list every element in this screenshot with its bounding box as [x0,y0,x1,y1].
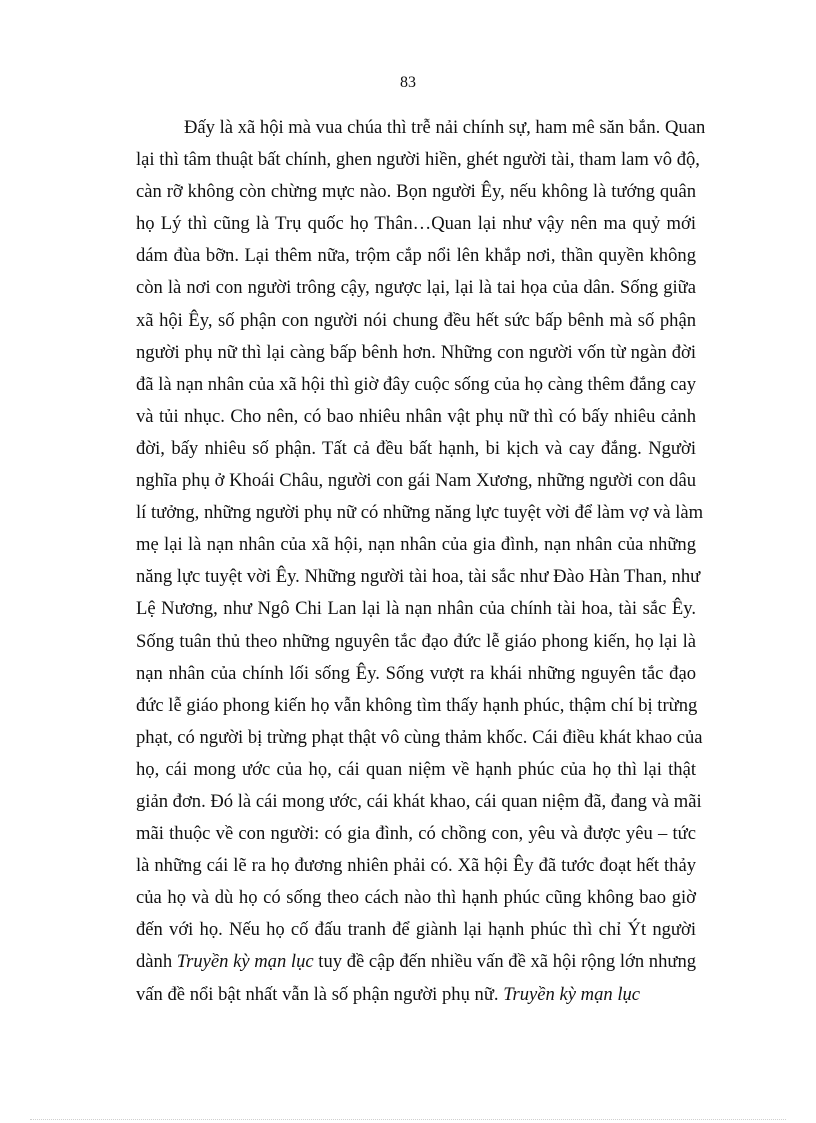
page-bottom-divider [30,1119,786,1120]
page-number: 83 [400,74,416,91]
text-line: đã là nạn nhân của xã hội thì giờ đây cuộc sống của họ càng thêm đắng cay [136,373,696,395]
book-title: Truyền kỳ mạn lục [176,951,314,973]
text-line: người phụ nữ thì lại càng bấp bênh hơn. Những con người vốn từ ngàn đời [136,341,696,363]
text-line: mãi thuộc về con người: có gia đình, có chồng con, yêu và được yêu – tức [136,823,696,845]
book-title: Truyền kỳ mạn lục [503,983,641,1005]
text-line: năng lực tuyệt vời Êy. Những người tài hoa, tài sắc như Đào Hàn Than, như [136,566,701,588]
text-line: phạt, có người bị trừng phạt thật vô cùng thảm khốc. Cái điều khát khao của [136,726,703,748]
text-line: lại thì tâm thuật bất chính, ghen người hiền, ghét người tài, tham lam vô độ, [136,149,700,171]
text-line: Lệ Nương, như Ngô Chi Lan lại là nạn nhân của chính tài hoa, tài sắc Êy. [136,598,696,620]
body-paragraph [136,112,706,1011]
text-line: lí tưởng, những người phụ nữ có những năng lực tuyệt vời để làm vợ và làm [136,502,704,524]
text-line: còn là nơi con người trông cậy, ngược lại, lại là tai họa của dân. Sống giữa [136,277,696,299]
text-line: Sống tuân thủ theo những nguyên tắc đạo đức lễ giáo phong kiến, họ lại là [136,630,696,652]
text-line: mẹ lại là nạn nhân của xã hội, nạn nhân của gia đình, nạn nhân của những [136,534,696,556]
text-line: nghĩa phụ ở Khoái Châu, người con gái Nam Xương, những người con dâu [136,470,696,492]
text-line: đến với họ. Nếu họ cố đấu tranh để giành lại hạnh phúc thì chỉ Ýt người [136,919,696,941]
text-line: càn rỡ không còn chừng mực nào. Bọn người Êy, nếu không là tướng quân [136,181,696,203]
text-line: là những cái lẽ ra họ đương nhiên phải có. Xã hội Êy đã tước đoạt hết thảy [136,855,696,877]
text-segment: dành [136,951,177,973]
text-line: và tủi nhục. Cho nên, có bao nhiêu nhân vật phụ nữ thì có bấy nhiêu cảnh [136,405,696,427]
text-line: đời, bấy nhiêu số phận. Tất cả đều bất hạnh, bi kịch và cay đắng. Người [136,437,696,459]
text-line: nạn nhân của chính lối sống Êy. Sống vượt ra khái những nguyên tắc đạo [136,662,696,684]
text-line: dám đùa bỡn. Lại thêm nữa, trộm cắp nổi lên khắp nơi, thần quyền không [136,245,696,267]
text-line: đức lễ giáo phong kiến họ vẫn không tìm thấy hạnh phúc, thậm chí bị trừng [136,694,698,716]
text-segment: vấn đề nổi bật nhất vẫn là số phận người phụ nữ. [136,983,504,1005]
text-line-with-book-title [136,946,696,978]
text-segment: tuy đề cập đến nhiều vấn đề xã hội rộng lớn nhưng [313,951,697,973]
text-line: giản đơn. Đó là cái mong ước, cái khát khao, cái quan niệm đã, đang và mãi [136,790,702,812]
text-line: của họ và dù họ có sống theo cách nào thì hạnh phúc cũng không bao giờ [136,887,696,909]
text-line: Đấy là xã hội mà vua chúa thì trễ nải chính sự, ham mê săn bắn. Quan [184,117,706,138]
text-line: họ Lý thì cũng là Trụ quốc họ Thân…Quan lại như vậy nên ma quỷ mới [136,213,696,235]
text-line: họ, cái mong ước của họ, cái quan niệm về hạnh phúc của họ thì lại thật [136,758,696,780]
text-line: xã hội Êy, số phận con người nói chung đều hết sức bấp bênh mà số phận [136,309,696,331]
text-line-with-book-title [136,979,696,1011]
